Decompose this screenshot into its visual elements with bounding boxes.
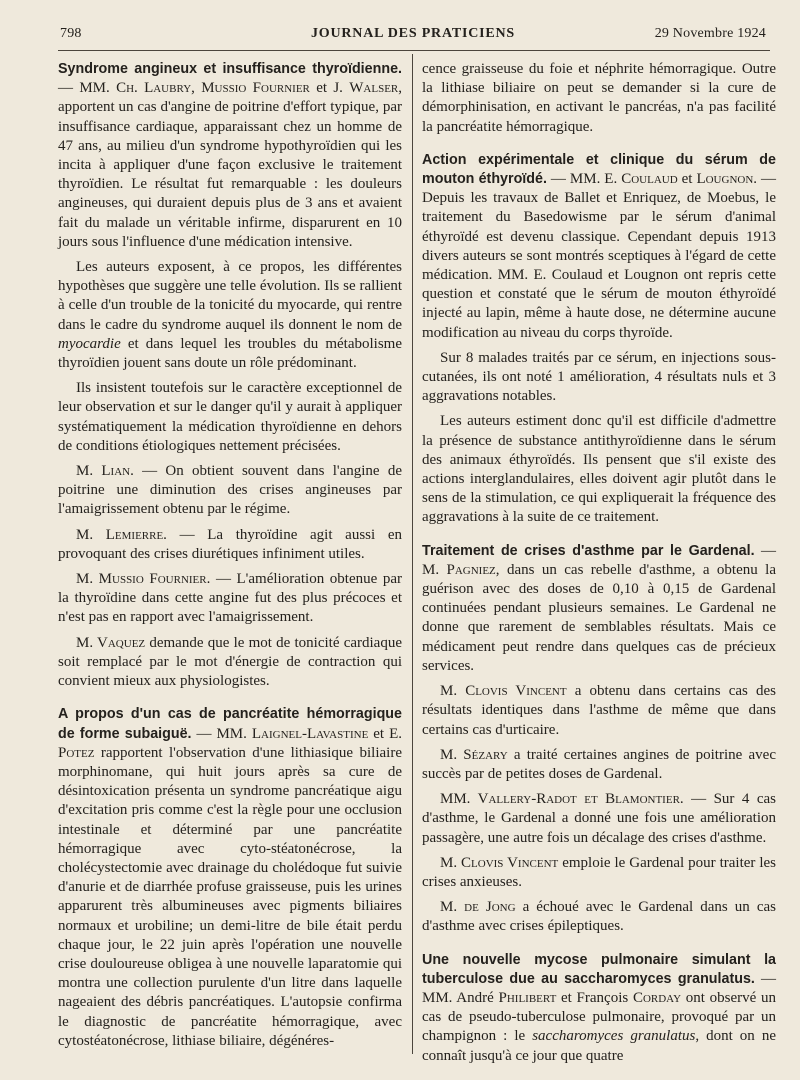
discussion-paragraph: M. Lemierre. — La thyroïdine agit aussi en provoquant des crises diurétiques infiniment utiles. [58,526,402,562]
speaker-name: M. Sézary [440,746,508,763]
article-text: , apportent un cas d'angine de poitrine d'effort typique, par insuffisance cardiaque, apparaissant chez un homme de 47 ans, au milieu d'un syndrome hypothyroïdien qui les incita à appliquer d'une façon exclusive le traitement thyroïdien. Le résultat fut remarquable : les douleurs angineuses, qui duraient depuis plus de 3 ans et avaient fait du malade un véritable infirme, disparurent en 10 jours sous l'influence d'une médication intensive. [58,80,402,250]
speaker-name: M. Clovis Vincent [440,683,567,700]
author-name: Coulaud [621,171,678,188]
author-name: Pagniez [446,561,496,578]
article-title: A propos d'un cas de pancréatite hémorragique de forme subaiguë. [58,706,402,742]
body-paragraph: Ils insistent toutefois sur le caractère exceptionnel de leur observation et sur le danger qu'il y aurait à appliquer systématiquement la médication thyroïdienne en dehors de conditions étiologiques nettement précisées. [58,380,402,454]
discussion-paragraph: M. de Jong a échoué avec le Gardenal dans un cas d'asthme avec crises épileptiques. [422,899,777,935]
speaker-name: M. Lemierre. [76,526,167,543]
journal-title: JOURNAL DES PRATICIENS [310,26,516,41]
body-paragraph: Les auteurs exposent, à ce propos, les différentes hypothèses que suggère une telle évolution. Ils se rallient à celle d'un trouble de la tonicité du myocarde, qui rentre dans le cadre du syndrome auquel ils donnent le nom de myocardie et dans lequel les troubles du métabolisme thyroïdien jouent sans doute un rôle prédominant. [58,259,402,372]
article-title: Action expérimentale et clinique du sérum de mouton éthyroïdé. [422,151,776,188]
column-rule [412,54,413,1054]
discussion-paragraph: MM. Vallery-Radot et Blamontier. — Sur 4 cas d'asthme, le Gardenal a donné une fois une amélioration passagère, une autre fois un décalage des crises d'asthme. [422,791,776,846]
author-name: Lougnon [696,171,754,188]
running-head [60,26,766,46]
discussion-paragraph: M. Clovis Vincent a obtenu dans certains cas des résultats identiques dans l'asthme de même que dans certains cas d'urticaire. [422,683,776,738]
author-name: Ch. Laubry [116,80,192,97]
page-number: 798 [60,26,82,41]
discussion-paragraph: M. Sézary a traité certaines angines de poitrine avec succès par de petites doses de Gardenal. [422,746,776,782]
body-paragraph: Sur 8 malades traités par ce sérum, en injections sous-cutanées, ils ont noté 1 amélioration, 4 résultats nuls et 3 aggravations notables. [422,349,776,405]
left-column [58,60,402,1065]
speaker-name: M. de Jong [440,899,516,916]
article-text: . — Depuis les travaux de Ballet et Enriquez, de Moebus, le traitement du Basedowisme par le sérum d'animal éthyroïdé est devenu classique. Cependant depuis 1913 divers auteurs se sont montrés sceptiques à l'égard de cette médication. MM. E. Coulaud et Lougnon ont repris cette question et constaté que le sérum de mouton éthyroïdé injecté au lapin, même à haute dose, ne détermine aucune modification au niveau du corps thyroïde. [422,171,777,341]
speaker-name: M. Mussio Fournier. [76,571,211,588]
speaker-name: M. Lian. [76,463,134,480]
discussion-paragraph: M. Vaquez demande que le mot de tonicité cardiaque soit remplacé par le mot d'énergie de contraction qui convient mieux aux physiologistes. [58,634,402,690]
article-lead-paragraph: Action expérimentale et clinique du sérum de mouton éthyroïdé. — MM. E. Coulaud et Lougnon. — Depuis les travaux de Ballet et Enriquez, de Moebus, le traitement du Basedowisme par le sérum d'animal éthyroïdé est devenu classique. Cependant depuis 1913 divers auteurs se sont montrés sceptiques à l'égard de cette médication. MM. E. Coulaud et Lougnon ont repris cette question et constaté que le sérum de mouton éthyroïdé injecté au lapin, même à haute dose, ne détermine aucune modification au niveau du corps thyroïde. [422,151,777,341]
header-rule [58,50,770,51]
article-pancreatite-continued [422,60,776,137]
author-name: Mussio Fournier [201,80,310,97]
discussion-paragraph: M. Mussio Fournier. — L'amélioration obtenue par la thyroïdine dans cette angine fut des plus précoces et n'est pas en rapport avec l'amaigrissement. [58,571,402,626]
article-syndrome-angineux [58,60,402,691]
article-lead-paragraph: A propos d'un cas de pancréatite hémorragique de forme subaiguë. — MM. Laignel-Lavastine et E. Potez rapportent l'observation d'une lithiasique biliaire morphinomane, qui huit jours après sa cure de désintoxication présenta un syndrome pancréatique aigu d'excitation pris comme c'est la règle pour une occlusion intestinale et déterminé par une pancréatite hémorragique avec cyto-stéatonécrose, la cholécystectomie avec drainage du cholédoque fut suivie d'anurie et de diarrhée profuse graisseuse, puis les urines apparurent très albumineuses avec pigments biliaires normaux et urobiline; un demi-litre de bile était perdu chaque jour, le 22 juin après l'opération une nouvelle crise douloureuse obligea à une nouvelle laparatomie qui montra une collection purulente d'un litre dans laquelle nageaient des débris pancréatiques. L'autopsie confirma le diagnostic de pancréatite hémorragique, avec cytostéatonécrose, lithiase biliaire, dégénéres- [58,706,402,1049]
article-gardenal [422,542,776,937]
article-mycose [422,951,776,1066]
speaker-name: MM. Vallery-Radot et Blamontier. [440,791,684,808]
body-paragraph: Les auteurs estiment donc qu'il est difficile d'admettre la présence de substance antithyroïdienne dans le sérum des animaux éthyroïdés. Ils pensent que s'il existe des actions interglandulaires, elles doivent agir plutôt dans le sens de la stimulation, ce qui expliquerait la fréquence des aggravations à la suite de ce traitement. [422,413,776,526]
speaker-name: M. Vaquez [76,634,146,651]
article-lead-paragraph: Syndrome angineux et insuffisance thyroïdienne. — MM. Ch. Laubry, Mussio Fournier et J. Walser, apportent un cas d'angine de poitrine d'effort typique, par insuffisance cardiaque, apparaissant chez un homme de 47 ans, au milieu d'un syndrome hypothyroïdien qui les incita à appliquer d'une façon exclusive le traitement thyroïdien. Le résultat fut remarquable : les douleurs angineuses, qui duraient depuis plus de 3 ans et avaient fait du malade un véritable infirme, disparurent en 10 jours sous l'influence d'une médication intensive. [58,61,402,250]
author-name: Laignel-Lavastine [251,725,369,742]
author-name: Corday [632,989,682,1006]
author-name: Philibert [498,989,557,1006]
article-text: , dans un cas rebelle d'asthme, a obtenu la guérison avec des doses de 0,10 à 0,15 de Gardenal continuées pendant plusieurs semaines. Le Gardenal ne donne que rarement de semblables résultats. Mais ce médicament peut rendre dans quelques cas de précieux services. [422,561,776,674]
article-serum-mouton [422,151,776,528]
discussion-paragraph: M. Lian. — On obtient souvent dans l'angine de poitrine une diminution des crises angineuses par l'amaigrissement obtenu par le régime. [58,463,402,518]
article-title: Syndrome angineux et insuffisance thyroïdienne. [58,61,402,77]
article-text: rapportent l'observation d'une lithiasique biliaire morphinomane, qui huit jours après sa cure de désintoxication présenta un syndrome pancréatique aigu d'excitation pris comme c'est la règle pour une occlusion intestinale et déterminé par une pancréatite hémorragique avec cyto-stéatonécrose, la cholécystectomie avec drainage du cholédoque fut suivie d'anurie et de diarrhée profuse graisseuse, puis les urines apparurent très albumineuses avec pigments biliaires normaux et urobiline; un demi-litre de bile était perdu chaque jour, le 22 juin après l'opération une nouvelle crise douloureuse obligea à une nouvelle laparatomie qui montra une collection purulente d'un litre dans laquelle nageaient des débris pancréatiques. L'autopsie confirma le diagnostic de pancréatite hémorragique, avec cytostéatonécrose, lithiase biliaire, dégénéres- [58,744,402,1049]
issue-date: 29 Novembre 1924 [654,26,766,41]
article-title: Traitement de crises d'asthme par le Gardenal. [422,542,755,559]
discussion-paragraph: M. Clovis Vincent emploie le Gardenal pour traiter les crises anxieuses. [422,854,777,890]
body-paragraph: cence graisseuse du foie et néphrite hémorragique. Outre la lithiase biliaire on peut se demander si la cure de démorphinisation, en activant le pancréas, n'a pas facilité la pancréatite hémorragique. [422,61,776,135]
article-lead-paragraph: Une nouvelle mycose pulmonaire simulant la tuberculose due au saccharomyces granulatus. — MM. André Philibert et François Corday ont observé un cas de pseudo-tuberculose pulmonaire, provoqué par un champignon : le saccharomyces granulatus, dont on ne connaît jusqu'à ce jour que quatre [422,951,776,1064]
article-pancreatite [58,705,402,1051]
right-column [422,60,776,1080]
article-title: Une nouvelle mycose pulmonaire simulant la tuberculose due au saccharomyces granulatus. [422,951,776,987]
author-name: Potez [58,744,95,761]
author-name: Walser [349,80,399,97]
speaker-name: M. Clovis Vincent [440,854,559,871]
article-lead-paragraph: Traitement de crises d'asthme par le Gardenal. — M. Pagniez, dans un cas rebelle d'asthme, a obtenu la guérison avec des doses de 0,10 à 0,15 de Gardenal continuées pendant plusieurs semaines. Le Gardenal ne donne que rarement de semblables résultats. Mais ce médicament peut rendre dans quelques cas de précieux services. [422,542,776,674]
